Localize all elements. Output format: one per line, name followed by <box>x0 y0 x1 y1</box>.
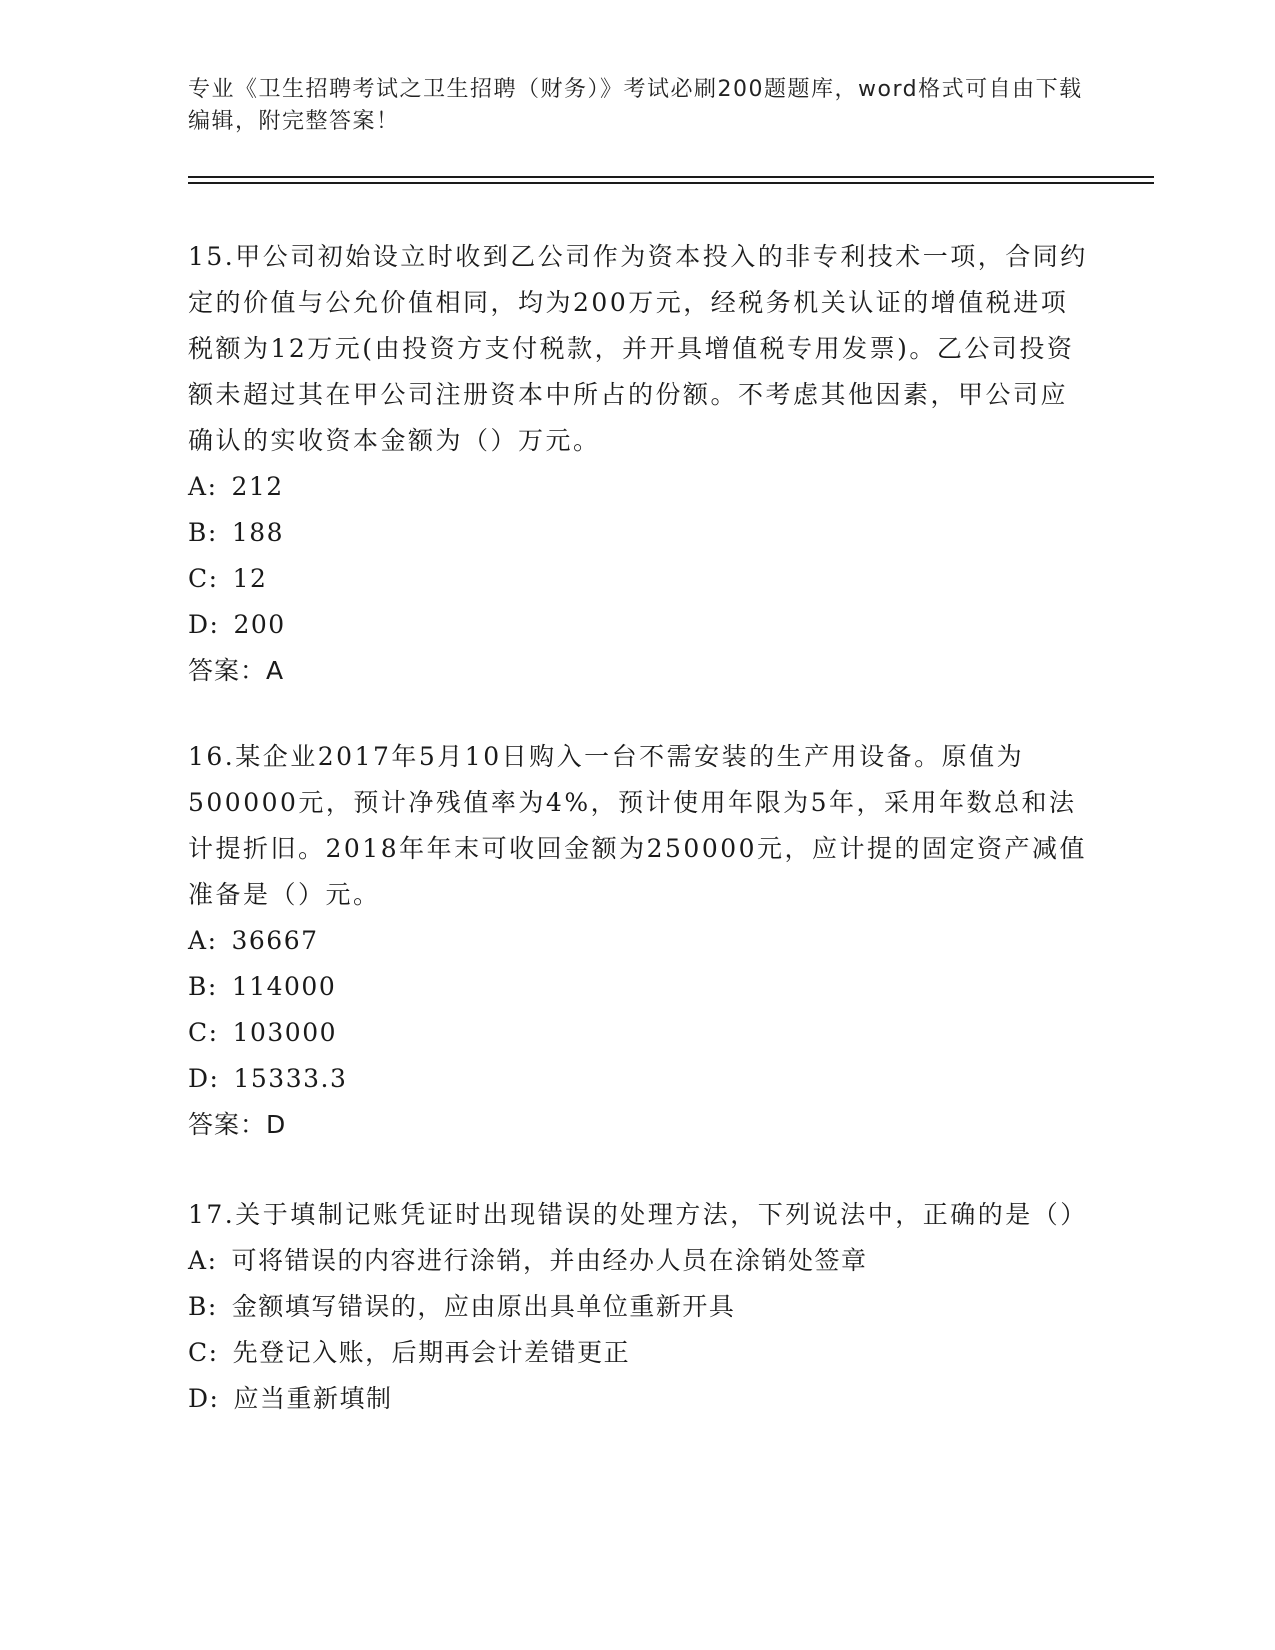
option-separator: : <box>207 518 218 547</box>
option-text: 114000 <box>231 972 337 1001</box>
answer-label: 答案：D <box>188 1110 287 1139</box>
option-letter: C <box>188 1338 209 1367</box>
option-separator: : <box>208 1018 219 1047</box>
option-a <box>188 918 1088 964</box>
option-list <box>188 1238 1088 1422</box>
option-letter: B <box>188 518 208 547</box>
option-text: 188 <box>231 518 285 547</box>
option-separator: : <box>209 1064 220 1093</box>
option-text: 200 <box>233 610 286 639</box>
option-c <box>188 1010 1088 1056</box>
option-separator: : <box>208 564 219 593</box>
question-stem: 17.关于填制记账凭证时出现错误的处理方法，下列说法中，正确的是（） <box>188 1200 1088 1229</box>
question-stem: 15.甲公司初始设立时收到乙公司作为资本投入的非专利技术一项，合同约定的价值与公允价值相同，均为200万元，经税务机关认证的增值税进项税额为12万元(由投资方支付税款，并开具增值税专用发票)。乙公司投资额未超过其在甲公司注册资本中所占的份额。不考虑其他因素，甲公司应确认的实收资本金额为（）万元。 <box>188 242 1088 455</box>
question-17 <box>188 1192 1088 1422</box>
option-a <box>188 464 1088 510</box>
option-letter: A <box>188 1246 208 1275</box>
option-separator: : <box>207 926 218 955</box>
option-d <box>188 1056 1088 1102</box>
option-letter: A <box>188 926 208 955</box>
option-d <box>188 602 1088 648</box>
option-b <box>188 964 1088 1010</box>
option-text: 可将错误的内容进行涂销，并由经办人员在涂销处签章 <box>231 1246 868 1275</box>
option-text: 36667 <box>231 926 319 955</box>
option-separator: : <box>207 972 218 1001</box>
option-d <box>188 1376 1088 1422</box>
option-letter: D <box>188 1384 210 1413</box>
option-a <box>188 1238 1088 1284</box>
option-letter: B <box>188 1292 208 1321</box>
option-text: 12 <box>232 564 268 593</box>
option-b <box>188 1284 1088 1330</box>
header-divider-top <box>188 176 1154 178</box>
option-separator: : <box>208 1338 219 1367</box>
option-letter: C <box>188 1018 209 1047</box>
option-letter: A <box>188 472 208 501</box>
option-text: 先登记入账，后期再会计差错更正 <box>232 1338 631 1367</box>
option-separator: : <box>207 1292 218 1321</box>
option-text: 应当重新填制 <box>233 1384 393 1413</box>
option-text: 103000 <box>232 1018 338 1047</box>
option-b <box>188 510 1088 556</box>
question-16 <box>188 734 1088 1148</box>
option-separator: : <box>209 610 220 639</box>
option-c <box>188 1330 1088 1376</box>
document-header-title: 专业《卫生招聘考试之卫生招聘（财务）》考试必刷200题题库，word格式可自由下载编辑，附完整答案！ <box>188 77 1083 134</box>
option-separator: : <box>207 1246 218 1275</box>
question-15 <box>188 234 1088 694</box>
option-separator: : <box>207 472 218 501</box>
option-text: 212 <box>231 472 284 501</box>
option-c <box>188 556 1088 602</box>
option-letter: C <box>188 564 209 593</box>
option-text: 15333.3 <box>233 1064 348 1093</box>
option-separator: : <box>209 1384 220 1413</box>
option-letter: D <box>188 610 210 639</box>
option-text: 金额填写错误的，应由原出具单位重新开具 <box>231 1292 736 1321</box>
option-list <box>188 464 1088 648</box>
question-stem: 16.某企业2017年5月10日购入一台不需安装的生产用设备。原值为500000元，预计净残值率为4%，预计使用年限为5年，采用年数总和法计提折旧。2018年年末可收回金额为250000元，应计提的固定资产减值准备是（）元。 <box>188 742 1088 909</box>
option-list <box>188 918 1088 1102</box>
answer-label: 答案：A <box>188 656 285 685</box>
option-letter: D <box>188 1064 210 1093</box>
option-letter: B <box>188 972 208 1001</box>
header-divider-bottom <box>188 182 1154 184</box>
